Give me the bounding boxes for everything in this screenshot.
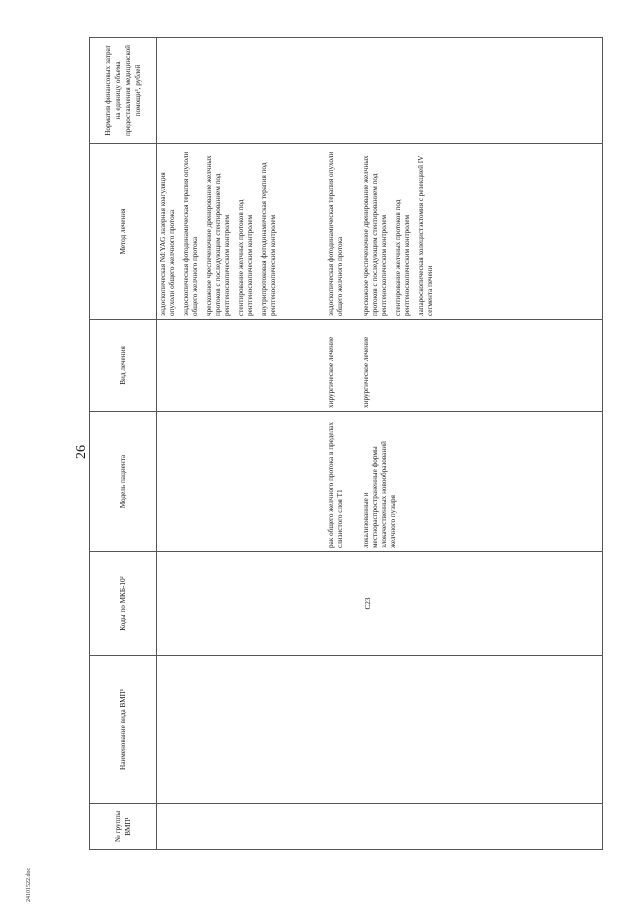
filler-cell	[468, 412, 603, 552]
method-entry: лапароскопическая холецистэктомия с резекцией IV сегмента печени	[417, 155, 435, 316]
cell-vmp-name	[157, 656, 326, 804]
method-entry: внутрипротоковая фотодинамическая терапия под рентгеноскопическим контролем	[260, 162, 277, 316]
cell-patient-model: локализованные и местнораспространенные формы злокачественных новообразований желчного пузыря	[360, 412, 468, 552]
cell-treatment-method	[157, 144, 326, 320]
header-group-number: № группы ВМП¹	[90, 804, 157, 850]
rotated-table-container	[89, 38, 603, 850]
header-patient-model: Модель пациента	[90, 412, 157, 552]
method-entry: эндоскопическая фотодинамическая терапия опухоли общего желчного протока	[327, 151, 345, 316]
cell-treatment-type	[157, 320, 326, 412]
method-entry: эндоскопическая фотодинамическая терапия опухоли общего желчного протока	[182, 151, 199, 316]
filler-cell	[468, 38, 603, 144]
filler-cell	[468, 144, 603, 320]
method-entry: стентирование желчных протоков под рентгеноскопическим контролем	[394, 199, 412, 316]
cell-group-number	[360, 804, 468, 850]
method-entry: стентирование желчных протоков под рентгеноскопическим контролем	[237, 199, 254, 316]
header-icd-codes: Коды по МКБ-10²	[90, 552, 157, 656]
cell-treatment-method	[360, 144, 468, 320]
cell-group-number	[325, 804, 360, 850]
treatment-table	[89, 37, 603, 850]
rotated-table-area	[89, 38, 603, 850]
filler-cell	[468, 804, 603, 850]
filler-cell	[468, 552, 603, 656]
header-vmp-name: Наименование вида ВМП¹	[90, 656, 157, 804]
cell-treatment-method	[325, 144, 360, 320]
cell-vmp-name	[325, 656, 360, 804]
cell-group-number	[157, 804, 326, 850]
table-row	[360, 38, 468, 850]
cell-cost-norm	[360, 38, 468, 144]
cell-patient-model	[157, 412, 326, 552]
method-entry: чрескожное чреспеченочное дренирование желчных протоков с последующим стентированием под рентгеноскопическим контролем	[205, 155, 231, 316]
cell-vmp-name	[360, 656, 468, 804]
document-id: 24101522.doc	[26, 867, 32, 902]
cell-icd-code	[360, 552, 468, 656]
method-entry: эндоскопическая Nd:YAG лазерная коагуляция опухоли общего желчного протока	[159, 172, 176, 316]
cell-treatment-type: хирургическое лечение	[360, 320, 468, 412]
table-row	[157, 38, 326, 850]
cell-icd-code	[325, 552, 360, 656]
cell-cost-norm	[325, 38, 360, 144]
table-row	[325, 38, 360, 850]
filler-cell	[468, 656, 603, 804]
cell-patient-model: рак общего желчного протока в пределах слизистого слоя Т1	[325, 412, 360, 552]
table-header-row	[90, 38, 157, 850]
table-row-filler	[468, 38, 603, 850]
header-treatment-type: Вид лечения	[90, 320, 157, 412]
header-treatment-method: Метод лечения	[90, 144, 157, 320]
page-number: 26	[74, 445, 89, 459]
header-cost-norm: Норматив финансовых затрат на единицу объема предоставления медицинской помощи³, рублей	[90, 38, 157, 144]
cell-cost-norm	[157, 38, 326, 144]
cell-icd-code	[157, 552, 326, 656]
method-entry: чрескожное чреспеченочное дренирование желчных протоков с последующим стентированием под рентгеноскопическим контролем	[362, 155, 389, 316]
cell-treatment-type: хирургическое лечение	[325, 320, 360, 412]
filler-cell	[468, 320, 603, 412]
icd-code: С23	[364, 597, 373, 610]
